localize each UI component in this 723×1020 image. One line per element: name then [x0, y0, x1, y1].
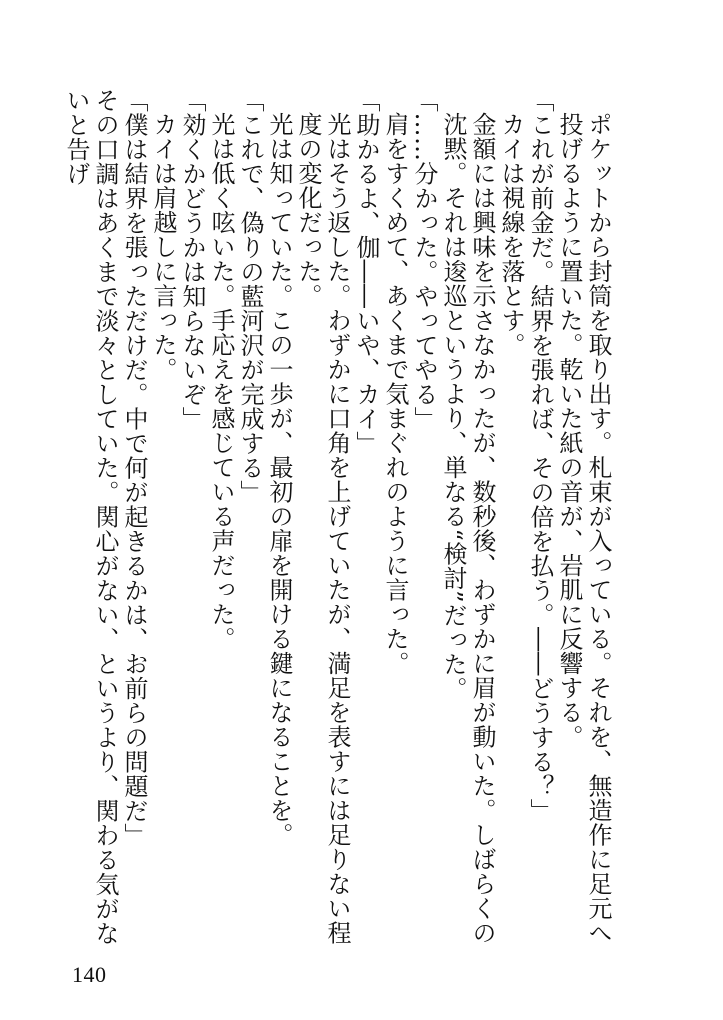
paragraph-8: 光はそう返した。わずかに口角を上げていたが、満足を表すには足りない程度の変化だった。: [294, 112, 351, 945]
body-text: [62, 88, 612, 948]
paragraph-7: 「助かるよ、伽――いや、カイ」: [352, 88, 380, 456]
paragraph-10: 「これで、偽りの藍河沢が完成する」: [236, 88, 264, 505]
paragraph-1: ポケットから封筒を取り出す。札束が入っている。それを、無造作に足元へ投げるように置いた。乾いた紙の音が、岩肌に反響する。: [555, 112, 612, 945]
paragraph-4: 金額には興味を示さなかったが、数秒後、わずかに眉が動いた。しばらくの沈黙。それは逡巡というより、単なる“検討”だった。: [439, 112, 496, 945]
paragraph-3: カイは視線を落とす。: [497, 112, 525, 357]
paragraph-15: その口調はあくまで淡々としていた。関心がない、というより、関わる気がないと告げ: [62, 88, 119, 946]
paragraph-6: 肩をすくめて、あくまで気まぐれのように言った。: [381, 112, 409, 676]
paragraph-5: 「……分かった。やってやる」: [410, 88, 438, 431]
paragraph-12: 「効くかどうかは知らないぞ」: [178, 88, 206, 431]
page-number: 140: [72, 962, 107, 987]
paragraph-11: 光は低く呟いた。手応えを感じている声だった。: [207, 112, 235, 651]
paragraph-2: 「これが前金だ。結界を張れば、その倍を払う。――どうする？」: [526, 88, 554, 823]
paragraph-14: 「僕は結界を張っただけだ。中で何が起きるかは、お前らの問題だ」: [120, 88, 148, 848]
paragraph-13: カイは肩越しに言った。: [149, 112, 177, 382]
paragraph-9: 光は知っていた。この一歩が、最初の扉を開ける鍵になることを。: [265, 112, 293, 847]
